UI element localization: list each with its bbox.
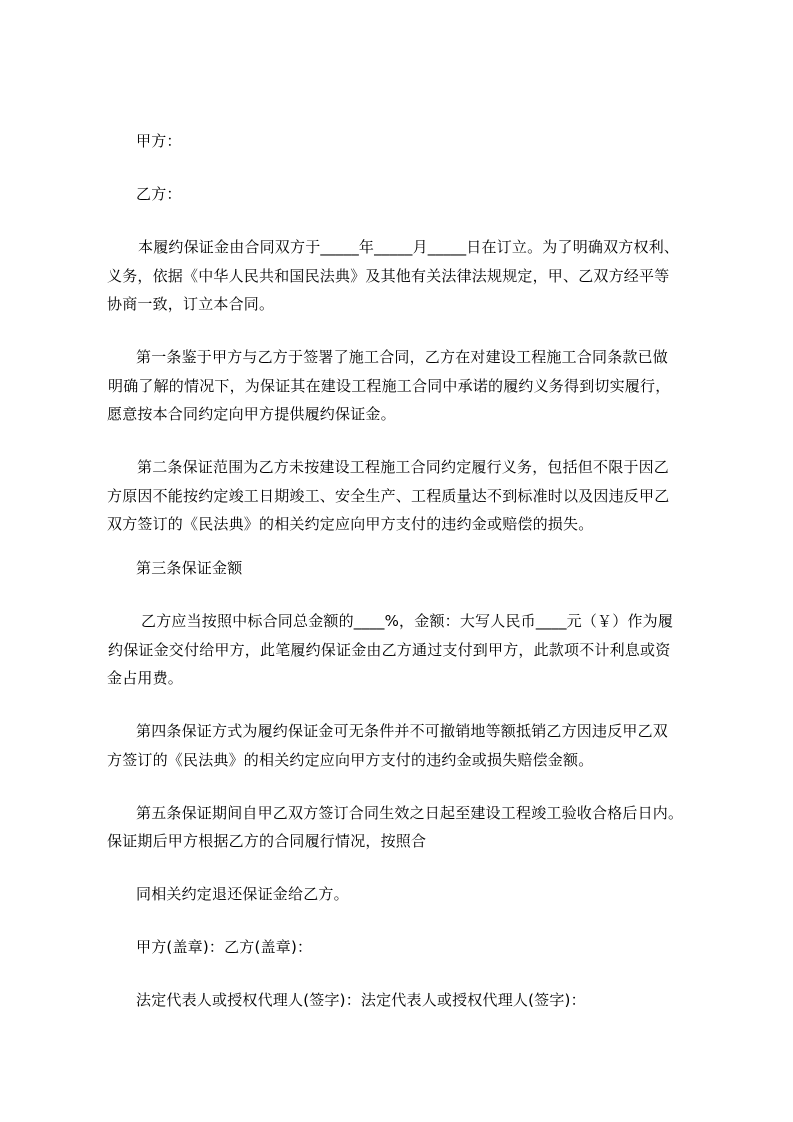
article-3-line-1: 乙方应当按照中标合同总金额的____%，金额：大写人民币____元（￥）作为履 (141, 612, 674, 630)
article-2-line-2: 方原因不能按约定竣工日期竣工、安全生产、工程质量达不到标准时以及因违反甲乙 (107, 487, 670, 505)
seal-line: 甲方(盖章)：乙方(盖章)： (136, 938, 313, 956)
intro-line-3: 协商一致，订立本合同。 (107, 295, 275, 313)
article-1-line-3: 愿意按本合同约定向甲方提供履约保证金。 (107, 405, 396, 423)
article-3-line-3: 金占用费。 (107, 669, 184, 687)
article-5-line-3: 同相关约定退还保证金给乙方。 (136, 885, 349, 903)
article-1-line-2: 明确了解的情况下，为保证其在建设工程施工合同中承诺的履约义务得到切实履行， (108, 377, 671, 395)
article-1-line-1: 第一条鉴于甲方与乙方于签署了施工合同，乙方在对建设工程施工合同条款已做 (136, 348, 669, 366)
party-a-line: 甲方： (136, 132, 182, 150)
article-2-line-3: 双方签订的《民法典》的相关约定应向甲方支付的违约金或赔偿的损失。 (107, 515, 594, 533)
article-3-heading: 第三条保证金额 (136, 559, 243, 577)
article-3-line-2: 约保证金交付给甲方，此笔履约保证金由乙方通过支付到甲方，此款项不计利息或资 (108, 641, 671, 659)
article-5-line-1: 第五条保证期间自甲乙双方签订合同生效之日起至建设工程竣工验收合格后日内。 (136, 804, 684, 822)
intro-line-1: 本履约保证金由合同双方于_____年_____月_____日在订立。为了明确双方权利、 (138, 238, 680, 256)
party-b-line: 乙方： (136, 185, 182, 203)
article-4-line-1: 第四条保证方式为履约保证金可无条件并不可撤销地等额抵销乙方因违反甲乙双 (136, 722, 669, 740)
article-4-line-2: 方签订的《民法典》的相关约定应向甲方支付的违约金或损失赔偿金额。 (107, 751, 594, 769)
intro-line-2: 义务，依据《中华人民共和国民法典》及其他有关法律法规规定，甲、乙双方经平等 (107, 267, 670, 285)
article-5-line-2: 保证期后甲方根据乙方的合同履行情况，按照合 (107, 832, 427, 850)
article-2-line-1: 第二条保证范围为乙方未按建设工程施工合同约定履行义务，包括但不限于因乙 (137, 458, 670, 476)
signature-line: 法定代表人或授权代理人(签字)：法定代表人或授权代理人(签字)： (136, 991, 586, 1009)
